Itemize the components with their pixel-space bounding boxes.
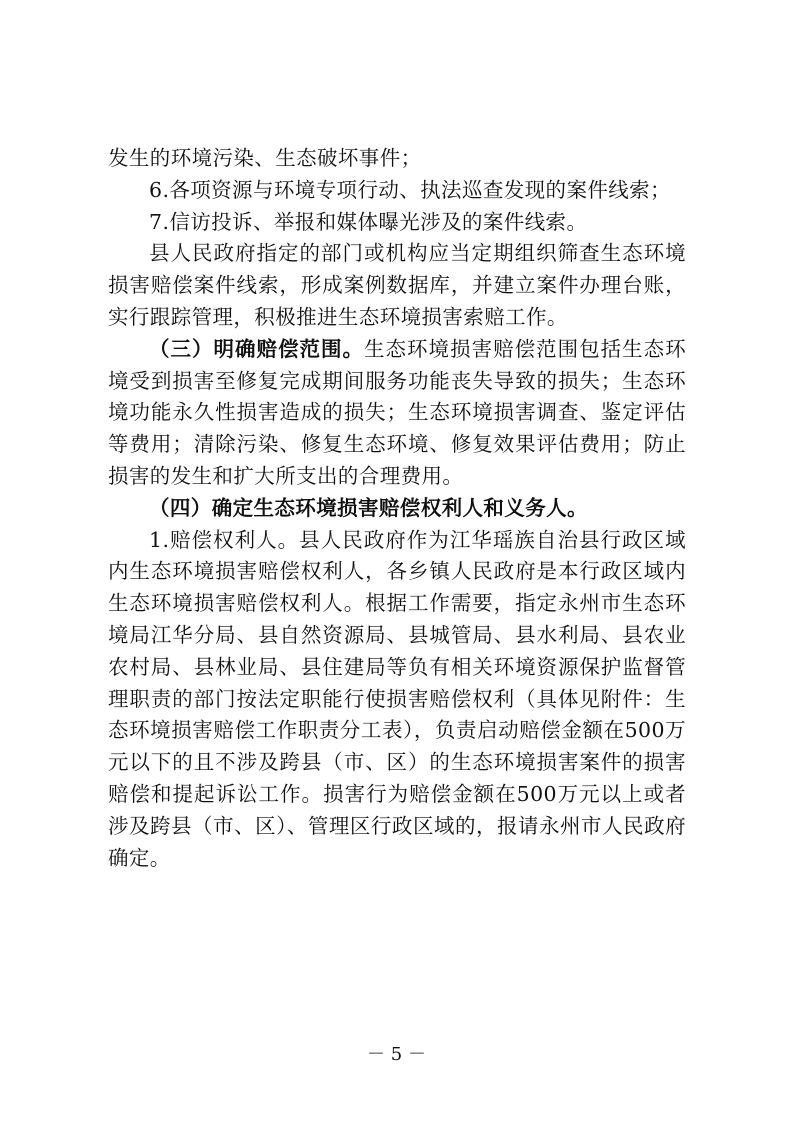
list-item-6: 6.各项资源与环境专项行动、执法巡查发现的案件线索； — [149, 177, 671, 202]
page-number: － 5 － — [367, 1044, 426, 1065]
paragraph-compensation-scope — [108, 334, 686, 493]
document-body — [108, 143, 686, 874]
paragraph-case-screening: 县人民政府指定的部门或机构应当定期组织筛查生态环境损害赔偿案件线索，形成案例数据库，并建立案件办理台账，实行跟踪管理，积极推进生态环境损害索赔工作。 — [108, 241, 686, 329]
paragraph-rights-holder: 1.赔偿权利人。县人民政府作为江华瑶族自治县行政区域内生态环境损害赔偿权利人，各乡镇人民政府是本行政区域内生态环境损害赔偿权利人。根据工作需要，指定永州市生态环境局江华分局、县自然资源局、县城管局、县水利局、县农业农村局、县林业局、县住建局等负有相关环境资源保护监督管理职责的部门按法定职能行使损害赔偿权利（具体见附件：生态环境损害赔偿工作职责分工表），负责启动赔偿金额在500万元以下的且不涉及跨县（市、区）的生态环境损害案件的损害赔偿和提起诉讼工作。损害行为赔偿金额在500万元以上或者涉及跨县（市、区）、管理区行政区域的，报请永州市人民政府确定。 — [108, 527, 686, 870]
section-heading-3: （三）明确赔偿范围。 — [149, 336, 365, 361]
list-item-7: 7.信访投诉、举报和媒体曝光涉及的案件线索。 — [149, 209, 588, 234]
section-3-text: 生态环境损害赔偿范围包括生态环境受到损害至修复完成期间服务功能丧失导致的损失；生态环境功能永久性损害造成的损失；生态环境损害调查、鉴定评估等费用；清除污染、修复生态环境、修复效果评估费用；防止损害的发生和扩大所支出的合理费用。 — [108, 336, 687, 488]
paragraph-continued: 发生的环境污染、生态破坏事件； — [108, 146, 422, 170]
section-heading-4: （四）确定生态环境损害赔偿权利人和义务人。 — [149, 495, 588, 520]
